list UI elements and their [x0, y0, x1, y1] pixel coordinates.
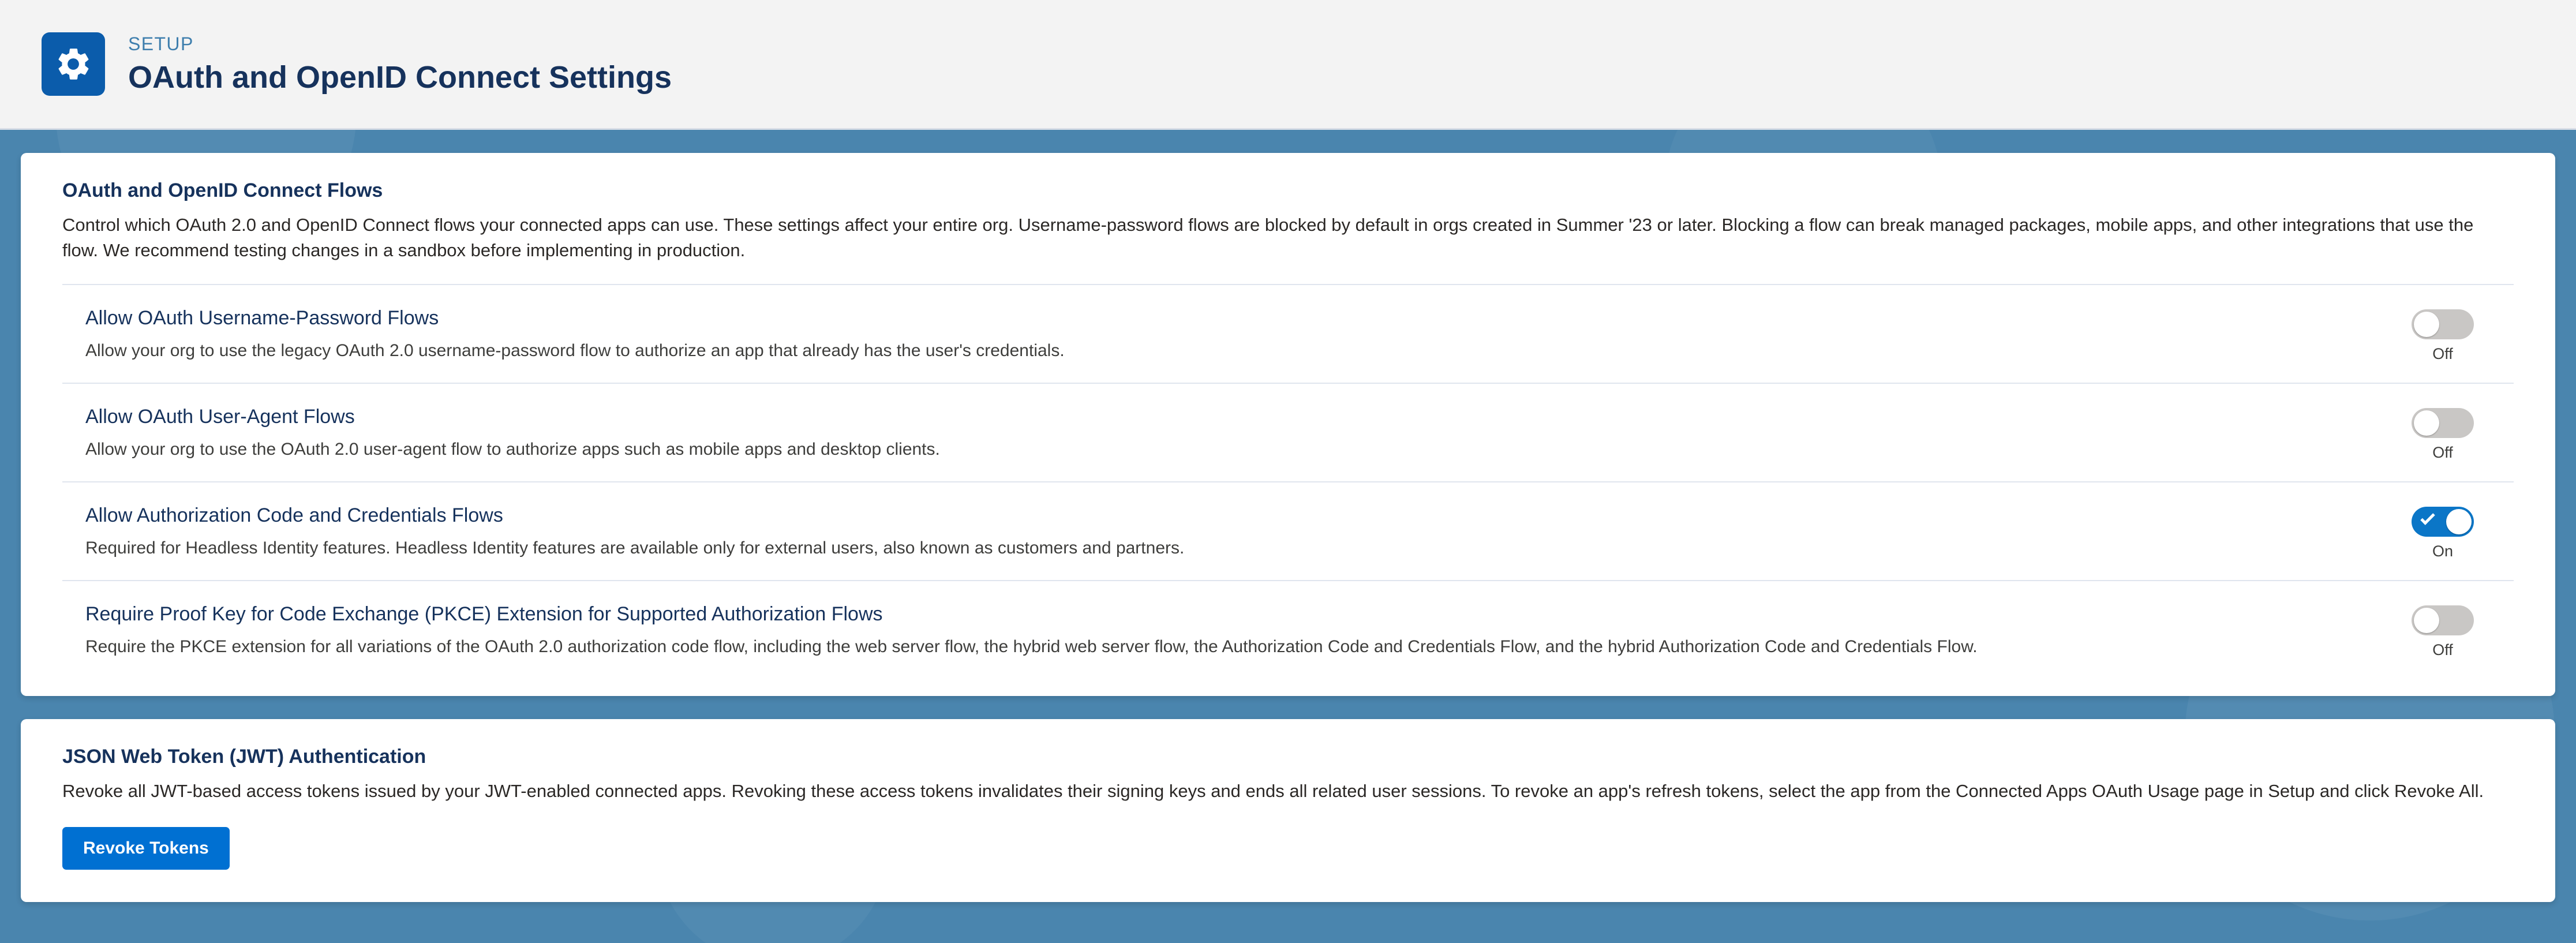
setting-description: Allow your org to use the legacy OAuth 2.0 username-password flow to authorize an app that already has the user's credentials. [85, 340, 1065, 360]
page-title: OAuth and OpenID Connect Settings [128, 59, 672, 95]
setting-description: Required for Headless Identity features. Headless Identity features are available only for external users, also known as customers and partners. [85, 538, 1185, 557]
toggle-state-label: Off [2432, 345, 2453, 363]
breadcrumb: SETUP [128, 33, 194, 54]
toggle-state-label: On [2432, 542, 2454, 560]
check-icon [2420, 510, 2435, 525]
setting-row-user-agent [62, 383, 2514, 481]
oauth-flows-header [21, 153, 2555, 284]
setting-description: Require the PKCE extension for all variations of the OAuth 2.0 authorization code flow, including the web server flow, the hybrid web server flow, the Authorization Code and Credentials Flow, and the hybrid Authorization Code and Credentials Flow. [85, 637, 1978, 656]
toggle-knob [2414, 608, 2439, 633]
jwt-description: Revoke all JWT-based access tokens issued by your JWT-enabled connected apps. Revoking these access tokens invalidates their signing keys and ends all related user sessions. To revoke an app's refresh tokens, select the app from the Connected Apps OAuth Usage page in Setup and click Revoke All. [62, 781, 2484, 802]
setting-description: Allow your org to use the OAuth 2.0 user-agent flow to authorize apps such as mobile apps and desktop clients. [85, 439, 940, 459]
toggle-username-password[interactable] [2412, 309, 2474, 339]
setting-label: Allow Authorization Code and Credentials Flows [85, 504, 503, 527]
header-text [128, 33, 672, 95]
toggle-user-agent[interactable] [2412, 408, 2474, 438]
setting-row-pkce [62, 580, 2514, 679]
oauth-flows-title: OAuth and OpenID Connect Flows [62, 179, 383, 201]
oauth-flows-settings-list [21, 284, 2555, 696]
setting-toggle-wrap [2399, 405, 2486, 462]
setting-row-username-password [62, 284, 2514, 383]
revoke-tokens-button[interactable]: Revoke Tokens [62, 827, 230, 870]
toggle-state-label: Off [2432, 641, 2453, 659]
toggle-knob [2414, 410, 2439, 436]
setting-toggle-wrap [2399, 503, 2486, 560]
setting-row-authorization-code-credentials [62, 481, 2514, 580]
setting-label: Allow OAuth User-Agent Flows [85, 406, 355, 428]
jwt-authentication-card [21, 719, 2555, 902]
setting-label: Require Proof Key for Code Exchange (PKCE) Extension for Supported Authorization Flows [85, 603, 883, 626]
setting-text [85, 503, 2399, 560]
setting-text [85, 405, 2399, 462]
setting-label: Allow OAuth Username-Password Flows [85, 307, 439, 330]
setting-toggle-wrap [2399, 602, 2486, 659]
toggle-pkce[interactable] [2412, 605, 2474, 635]
gear-icon [42, 32, 105, 96]
oauth-flows-description: Control which OAuth 2.0 and OpenID Connect flows your connected apps can use. These settings affect your entire org. Username-password flows are blocked by default in orgs created in Summer '23 or later. Blocking a flow can break managed packages, mobile apps, and other integrations that use the flow. We recommend testing changes in a sandbox before implementing in production. [62, 215, 2474, 261]
toggle-knob [2414, 312, 2439, 337]
setting-toggle-wrap [2399, 306, 2486, 363]
jwt-title: JSON Web Token (JWT) Authentication [62, 746, 426, 768]
oauth-flows-card [21, 153, 2555, 696]
header-inner [0, 32, 672, 96]
setting-text [85, 306, 2399, 363]
toggle-state-label: Off [2432, 444, 2453, 462]
toggle-authorization-code-credentials[interactable] [2412, 507, 2474, 537]
setup-header [0, 0, 2576, 130]
jwt-card-body [21, 719, 2555, 902]
setting-text [85, 602, 2399, 659]
toggle-knob [2446, 509, 2472, 534]
